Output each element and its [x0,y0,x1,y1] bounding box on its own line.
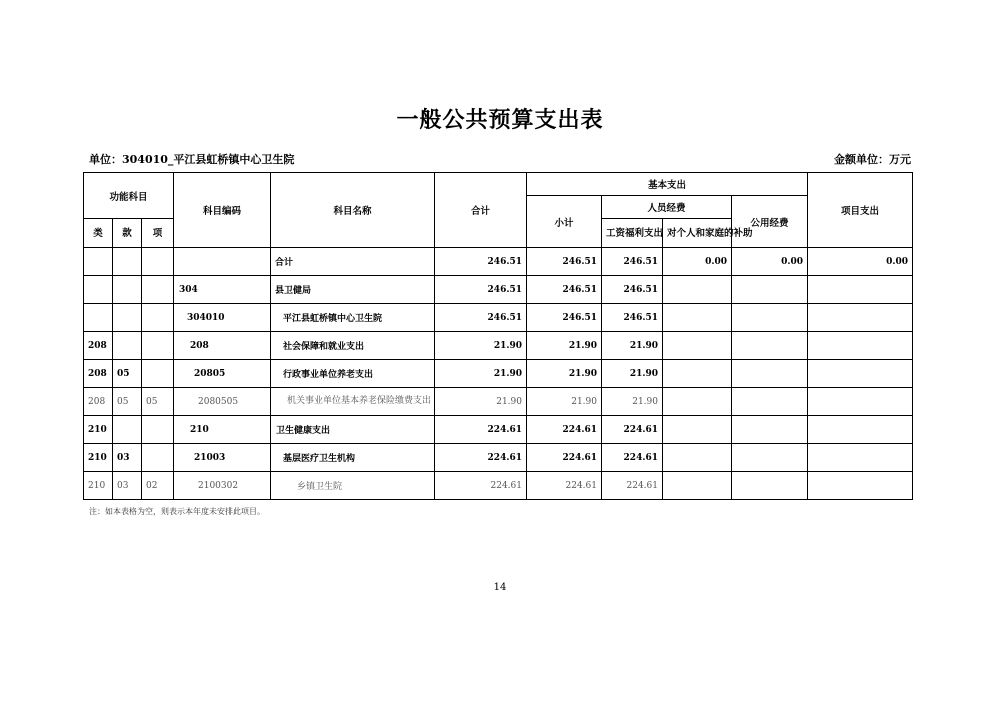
cell-lei [84,304,113,332]
cell-total: 21.90 [435,360,527,388]
cell-wage: 224.61 [602,472,663,500]
cell-code [174,248,271,276]
cell-total: 224.61 [435,416,527,444]
cell-total: 21.90 [435,388,527,416]
cell-name: 社会保障和就业支出 [271,332,435,360]
table-row [84,304,913,332]
cell-public [732,304,808,332]
cell-subtotal: 21.90 [527,332,602,360]
cell-lei: 210 [84,472,113,500]
cell-subtotal: 21.90 [527,360,602,388]
cell-xiang [142,304,174,332]
table-row [84,360,913,388]
cell-project [808,388,913,416]
header-project: 项目支出 [808,173,913,248]
cell-name: 平江县虹桥镇中心卫生院 [271,304,435,332]
cell-public [732,472,808,500]
cell-wage: 21.90 [602,360,663,388]
cell-subtotal: 224.61 [527,416,602,444]
cell-total: 246.51 [435,304,527,332]
footnote: 注：如本表格为空，则表示本年度未安排此项目。 [89,507,265,516]
cell-lei [84,276,113,304]
cell-project [808,444,913,472]
cell-xiang: 02 [142,472,174,500]
cell-name: 县卫健局 [271,276,435,304]
cell-project [808,304,913,332]
cell-xiang [142,360,174,388]
cell-code: 21003 [174,444,271,472]
cell-family [663,416,732,444]
cell-name: 合计 [271,248,435,276]
cell-kuan [113,332,142,360]
cell-kuan [113,276,142,304]
header-wage: 工资福利支出 [602,219,663,248]
cell-public: 0.00 [732,248,808,276]
cell-family [663,388,732,416]
header-lei: 类 [84,219,113,248]
header-subtotal: 小计 [527,196,602,248]
cell-project [808,472,913,500]
table-row [84,416,913,444]
cell-subtotal: 246.51 [527,248,602,276]
cell-xiang [142,332,174,360]
cell-code: 304010 [174,304,271,332]
cell-code: 20805 [174,360,271,388]
cell-public [732,360,808,388]
cell-family [663,276,732,304]
cell-project [808,276,913,304]
cell-xiang: 05 [142,388,174,416]
header-personnel: 人员经费 [602,196,732,219]
cell-name: 卫生健康支出 [271,416,435,444]
cell-code: 304 [174,276,271,304]
cell-family [663,304,732,332]
header-xiang: 项 [142,219,174,248]
header-public: 公用经费 [732,196,808,248]
cell-lei: 210 [84,444,113,472]
cell-code: 210 [174,416,271,444]
unit-label: 单位：304010_平江县虹桥镇中心卫生院 [89,153,295,166]
cell-total: 224.61 [435,472,527,500]
cell-kuan [113,248,142,276]
header-total: 合计 [435,173,527,248]
cell-name: 基层医疗卫生机构 [271,444,435,472]
cell-lei: 208 [84,388,113,416]
cell-code: 208 [174,332,271,360]
cell-wage: 224.61 [602,444,663,472]
table-row [84,472,913,500]
cell-total: 21.90 [435,332,527,360]
cell-kuan [113,416,142,444]
table-row [84,332,913,360]
cell-kuan: 03 [113,472,142,500]
cell-kuan: 05 [113,388,142,416]
cell-public [732,332,808,360]
header-basic: 基本支出 [527,173,808,196]
cell-wage: 21.90 [602,388,663,416]
cell-subtotal: 21.90 [527,388,602,416]
cell-lei: 208 [84,360,113,388]
cell-subtotal: 246.51 [527,304,602,332]
budget-expenditure-table [83,172,913,500]
cell-total: 246.51 [435,248,527,276]
header-func-subject: 功能科目 [84,173,174,219]
cell-wage: 246.51 [602,276,663,304]
table-row [84,248,913,276]
cell-name: 行政事业单位养老支出 [271,360,435,388]
cell-xiang [142,416,174,444]
cell-subtotal: 246.51 [527,276,602,304]
header-code: 科目编码 [174,173,271,248]
cell-project [808,360,913,388]
cell-lei [84,248,113,276]
cell-lei: 210 [84,416,113,444]
page-title: 一般公共预算支出表 [396,107,604,133]
cell-subtotal: 224.61 [527,444,602,472]
cell-wage: 246.51 [602,248,663,276]
cell-public [732,416,808,444]
cell-xiang [142,276,174,304]
cell-project: 0.00 [808,248,913,276]
cell-subtotal: 224.61 [527,472,602,500]
cell-family [663,332,732,360]
cell-family [663,360,732,388]
cell-wage: 224.61 [602,416,663,444]
cell-project [808,416,913,444]
cell-public [732,388,808,416]
table-row [84,388,913,416]
header-kuan: 款 [113,219,142,248]
cell-wage: 246.51 [602,304,663,332]
cell-family: 0.00 [663,248,732,276]
cell-public [732,444,808,472]
cell-xiang [142,444,174,472]
amount-unit-label: 金额单位：万元 [834,153,911,166]
header-family: 对个人和家庭的补助 [663,219,732,248]
cell-code: 2100302 [174,472,271,500]
cell-kuan [113,304,142,332]
cell-family [663,472,732,500]
cell-code: 2080505 [174,388,271,416]
page-number: 14 [493,582,507,593]
cell-name: 乡镇卫生院 [271,472,435,500]
cell-project [808,332,913,360]
cell-lei: 208 [84,332,113,360]
cell-wage: 21.90 [602,332,663,360]
cell-public [732,276,808,304]
cell-xiang [142,248,174,276]
cell-family [663,444,732,472]
cell-kuan: 05 [113,360,142,388]
cell-total: 224.61 [435,444,527,472]
table-row [84,444,913,472]
cell-kuan: 03 [113,444,142,472]
cell-name: 机关事业单位基本养老保险缴费支出 [271,388,435,416]
cell-total: 246.51 [435,276,527,304]
table-row [84,276,913,304]
header-name: 科目名称 [271,173,435,248]
